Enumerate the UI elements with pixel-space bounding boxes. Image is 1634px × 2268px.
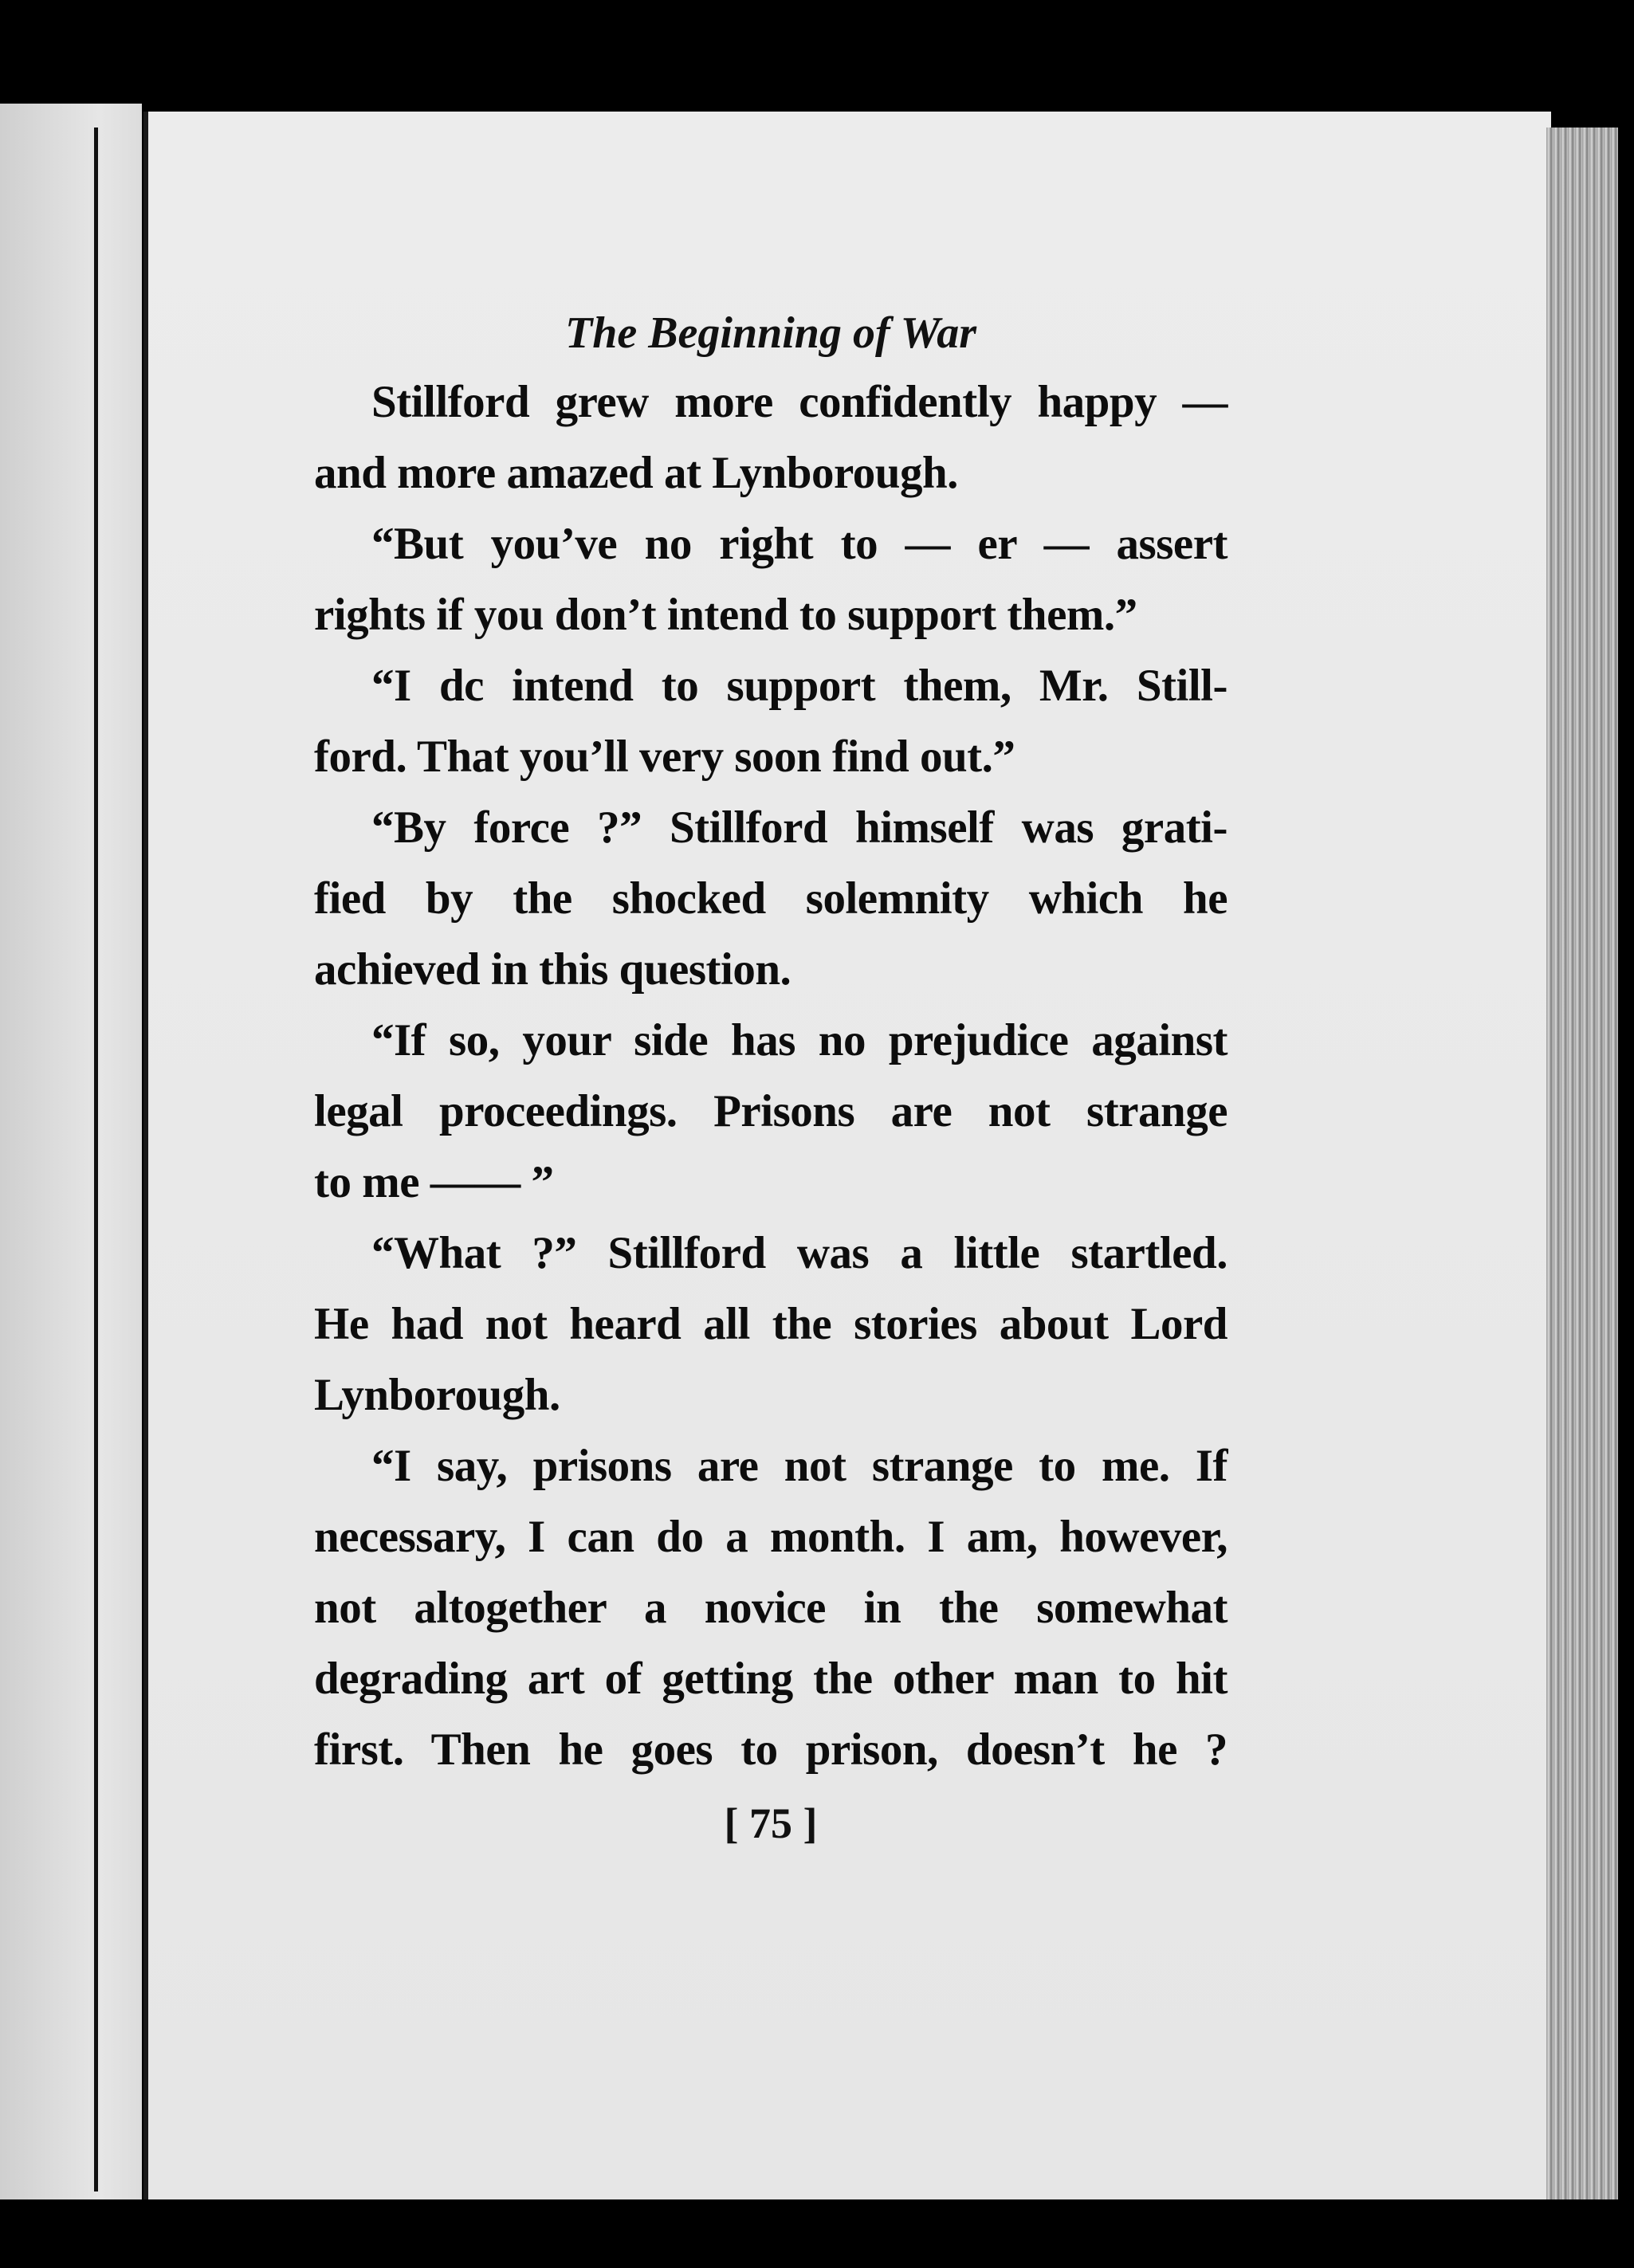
text-line: “But you’ve no right to — er — assert (371, 519, 1227, 569)
text-line: Stillford grew more confidently happy — (371, 377, 1227, 427)
text-line: “I say, prisons are not strange to me. If (371, 1441, 1227, 1491)
page-text (314, 301, 1227, 1855)
paragraph (314, 1430, 1227, 1785)
paragraph (314, 1005, 1227, 1218)
paragraph (314, 792, 1227, 1005)
text-line: first. Then he goes to prison, doesn’t he ? (314, 1725, 1227, 1775)
text-line: “What ?” Stillford was a little startled. (371, 1228, 1227, 1278)
text-line: not altogether a novice in the somewhat (314, 1583, 1227, 1633)
paragraph (314, 1218, 1227, 1430)
text-line: necessary, I can do a month. I am, however, (314, 1512, 1227, 1562)
text-line: “By force ?” Stillford himself was grati- (371, 802, 1227, 853)
text-line: ford. That you’ll very soon find out.” (314, 732, 1015, 782)
paragraph (314, 367, 1227, 508)
text-line: Lynborough. (314, 1370, 560, 1420)
page-edges (1546, 128, 1618, 2199)
text-line: to me —— ” (314, 1157, 554, 1207)
facing-page-edge (0, 104, 142, 2199)
text-line: “I dc intend to support them, Mr. Still- (371, 661, 1227, 711)
text-line: He had not heard all the stories about Lord (314, 1299, 1227, 1349)
text-line: legal proceedings. Prisons are not strange (314, 1086, 1227, 1136)
paragraph (314, 650, 1227, 792)
text-line: fied by the shocked solemnity which he (314, 873, 1227, 924)
text-line: achieved in this question. (314, 944, 791, 995)
text-line: degrading art of getting the other man to hit (314, 1654, 1227, 1704)
text-line: rights if you don’t intend to support them.” (314, 590, 1137, 640)
gutter-line (94, 128, 98, 2191)
running-head: The Beginning of War (564, 308, 977, 358)
text-line: “If so, your side has no prejudice against (371, 1015, 1227, 1065)
paragraph (314, 508, 1227, 650)
text-line: and more amazed at Lynborough. (314, 448, 958, 498)
page-number: [ 75 ] (724, 1799, 818, 1847)
